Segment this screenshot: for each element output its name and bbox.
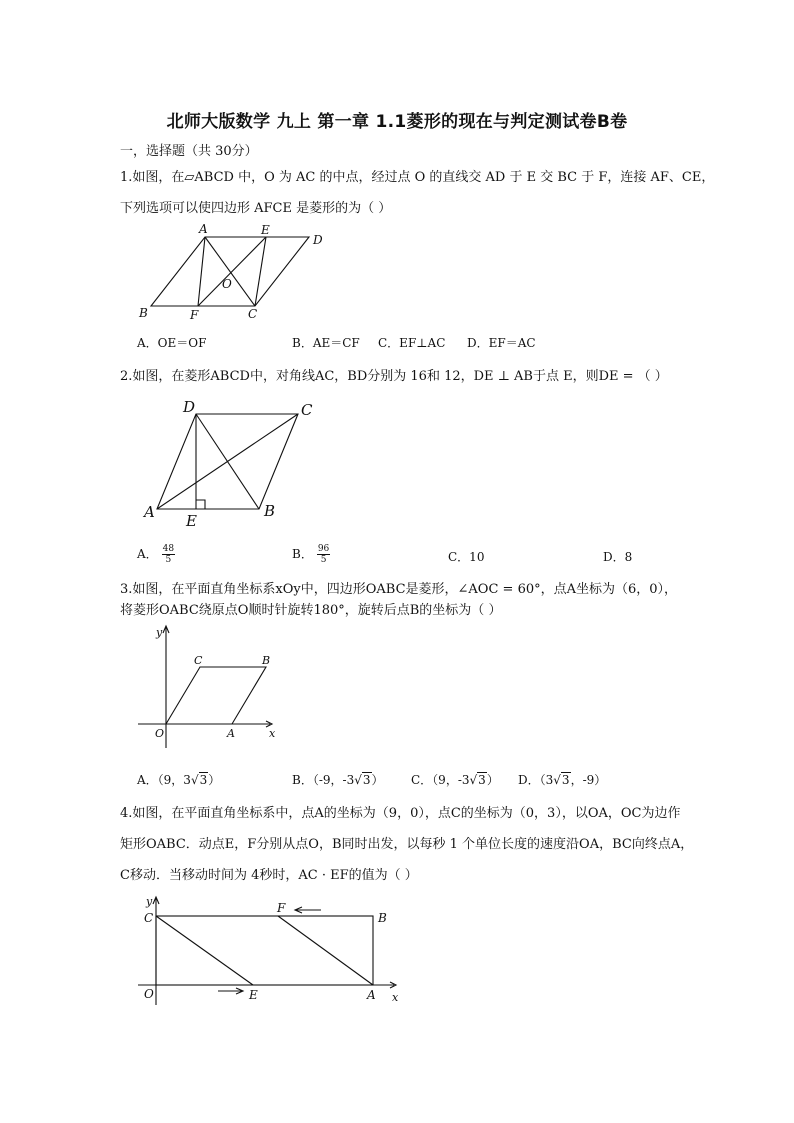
q3-label-o: O <box>155 727 165 740</box>
q2-option-c[interactable]: C．10 <box>448 550 485 564</box>
q1-stem-line1: 1.如图，在▱ABCD 中，O 为 AC 的中点，经过点 O 的直线交 AD 于 E 交 BC 于 F，连接 AF、CE， <box>120 170 715 185</box>
q3-option-b-pre: B．（-9，-3 <box>292 773 355 787</box>
q3-label-a: A <box>227 727 235 740</box>
q1-label-c: C <box>248 307 258 321</box>
q4-stem-line1: 4.如图，在平面直角坐标系中，点A的坐标为（9，0），点C的坐标为（0，3），以OA，OC为边作 <box>120 806 681 821</box>
q3-option-b[interactable]: B．（-9，-3√3） <box>292 773 384 787</box>
q2-option-b-numerator: 96 <box>317 544 330 554</box>
q2-option-b-fraction <box>317 544 330 565</box>
q3-stem-line1: 3.如图，在平面直角坐标系xOy中，四边形OABC是菱形，∠AOC = 60°，点A坐标为（6，0）， <box>120 582 678 597</box>
q2-option-b-prefix: B． <box>292 547 313 561</box>
q1-label-o: O <box>222 277 232 291</box>
q4-label-x: x <box>392 991 399 1004</box>
q2-option-b-denominator: 5 <box>320 555 327 565</box>
q3-option-c-post: ） <box>486 773 499 787</box>
q4-label-y: y <box>146 895 153 908</box>
q2-rhombus-figure <box>140 394 320 529</box>
q4-label-c: C <box>144 911 154 925</box>
q2-label-a: A <box>144 503 155 521</box>
q3-option-c[interactable]: C．（9，-3√3） <box>411 773 499 787</box>
q3-label-x: x <box>269 727 276 740</box>
q4-label-b: B <box>378 911 387 925</box>
q3-option-a-post: ） <box>208 773 221 787</box>
q1-option-c[interactable]: C．EF⊥AC <box>378 336 446 350</box>
q3-option-c-radicand: 3 <box>478 773 486 787</box>
q1-parallelogram-figure <box>135 222 335 322</box>
q4-label-f: F <box>277 901 286 915</box>
q3-option-d[interactable]: D．（3√3，-9） <box>518 773 607 787</box>
q1-label-a: A <box>199 222 208 236</box>
q1-option-d[interactable]: D．EF＝AC <box>467 336 536 350</box>
q2-stem-line1: 2.如图，在菱形ABCD中，对角线AC，BD分别为 16和 12，DE ⊥ AB于点 E，则DE = （ ） <box>120 369 668 384</box>
q4-rectangle-figure <box>138 895 408 1010</box>
q3-option-c-pre: C．（9，-3 <box>411 773 470 787</box>
q3-label-y: y <box>156 626 163 639</box>
q3-option-a-pre: A．（9，3 <box>137 773 191 787</box>
q2-option-a-prefix: A． <box>137 547 158 561</box>
q2-option-b[interactable] <box>292 544 330 565</box>
q1-option-b[interactable]: B．AE＝CF <box>292 336 360 350</box>
q4-stem-line2: 矩形OABC．动点E，F分别从点O，B同时出发，以每秒 1 个单位长度的速度沿OA，BC向终点A， <box>120 837 694 852</box>
q2-option-a-fraction <box>162 544 175 565</box>
q2-option-a-denominator: 5 <box>165 555 172 565</box>
q2-option-d[interactable]: D．8 <box>603 550 633 564</box>
q3-option-d-radicand: 3 <box>561 773 570 787</box>
q1-stem-line2: 下列选项可以使四边形 AFCE 是菱形的为（ ） <box>120 201 392 216</box>
q1-label-b: B <box>139 306 148 320</box>
q3-option-a-radicand: 3 <box>199 773 208 787</box>
q4-label-e: E <box>249 988 258 1002</box>
q3-option-b-post: ） <box>371 773 384 787</box>
q4-label-a: A <box>367 988 376 1002</box>
q3-label-c: C <box>194 654 203 667</box>
q1-label-e: E <box>261 223 270 237</box>
q3-option-d-pre: D．（3 <box>518 773 554 787</box>
q3-option-a[interactable]: A．（9，3√3） <box>137 773 221 787</box>
q2-label-d: D <box>183 398 196 416</box>
q3-option-b-radicand: 3 <box>362 773 371 787</box>
q2-label-e: E <box>186 512 197 530</box>
q3-coordinate-figure <box>138 623 288 753</box>
page-title: 北师大版数学 九上 第一章 1.1菱形的现在与判定测试卷B卷 <box>166 112 628 132</box>
q2-label-c: C <box>301 401 313 419</box>
q3-stem-line2: 将菱形OABC绕原点O顺时针旋转180°，旋转后点B的坐标为（ ） <box>120 603 502 618</box>
q1-label-f: F <box>190 308 199 322</box>
q3-option-d-post: ，-9） <box>570 773 607 787</box>
q4-label-o: O <box>144 987 154 1001</box>
q2-option-a[interactable] <box>137 544 175 565</box>
q3-label-b: B <box>262 654 271 667</box>
q2-option-a-numerator: 48 <box>162 544 175 554</box>
q1-option-a[interactable]: A．OE＝OF <box>137 336 207 350</box>
q2-label-b: B <box>264 502 276 520</box>
section-heading: 一，选择题（共 30分） <box>120 144 258 159</box>
q1-label-d: D <box>313 233 323 247</box>
q4-stem-line3: C移动．当移动时间为 4秒时，AC · EF的值为（ ） <box>120 868 418 883</box>
